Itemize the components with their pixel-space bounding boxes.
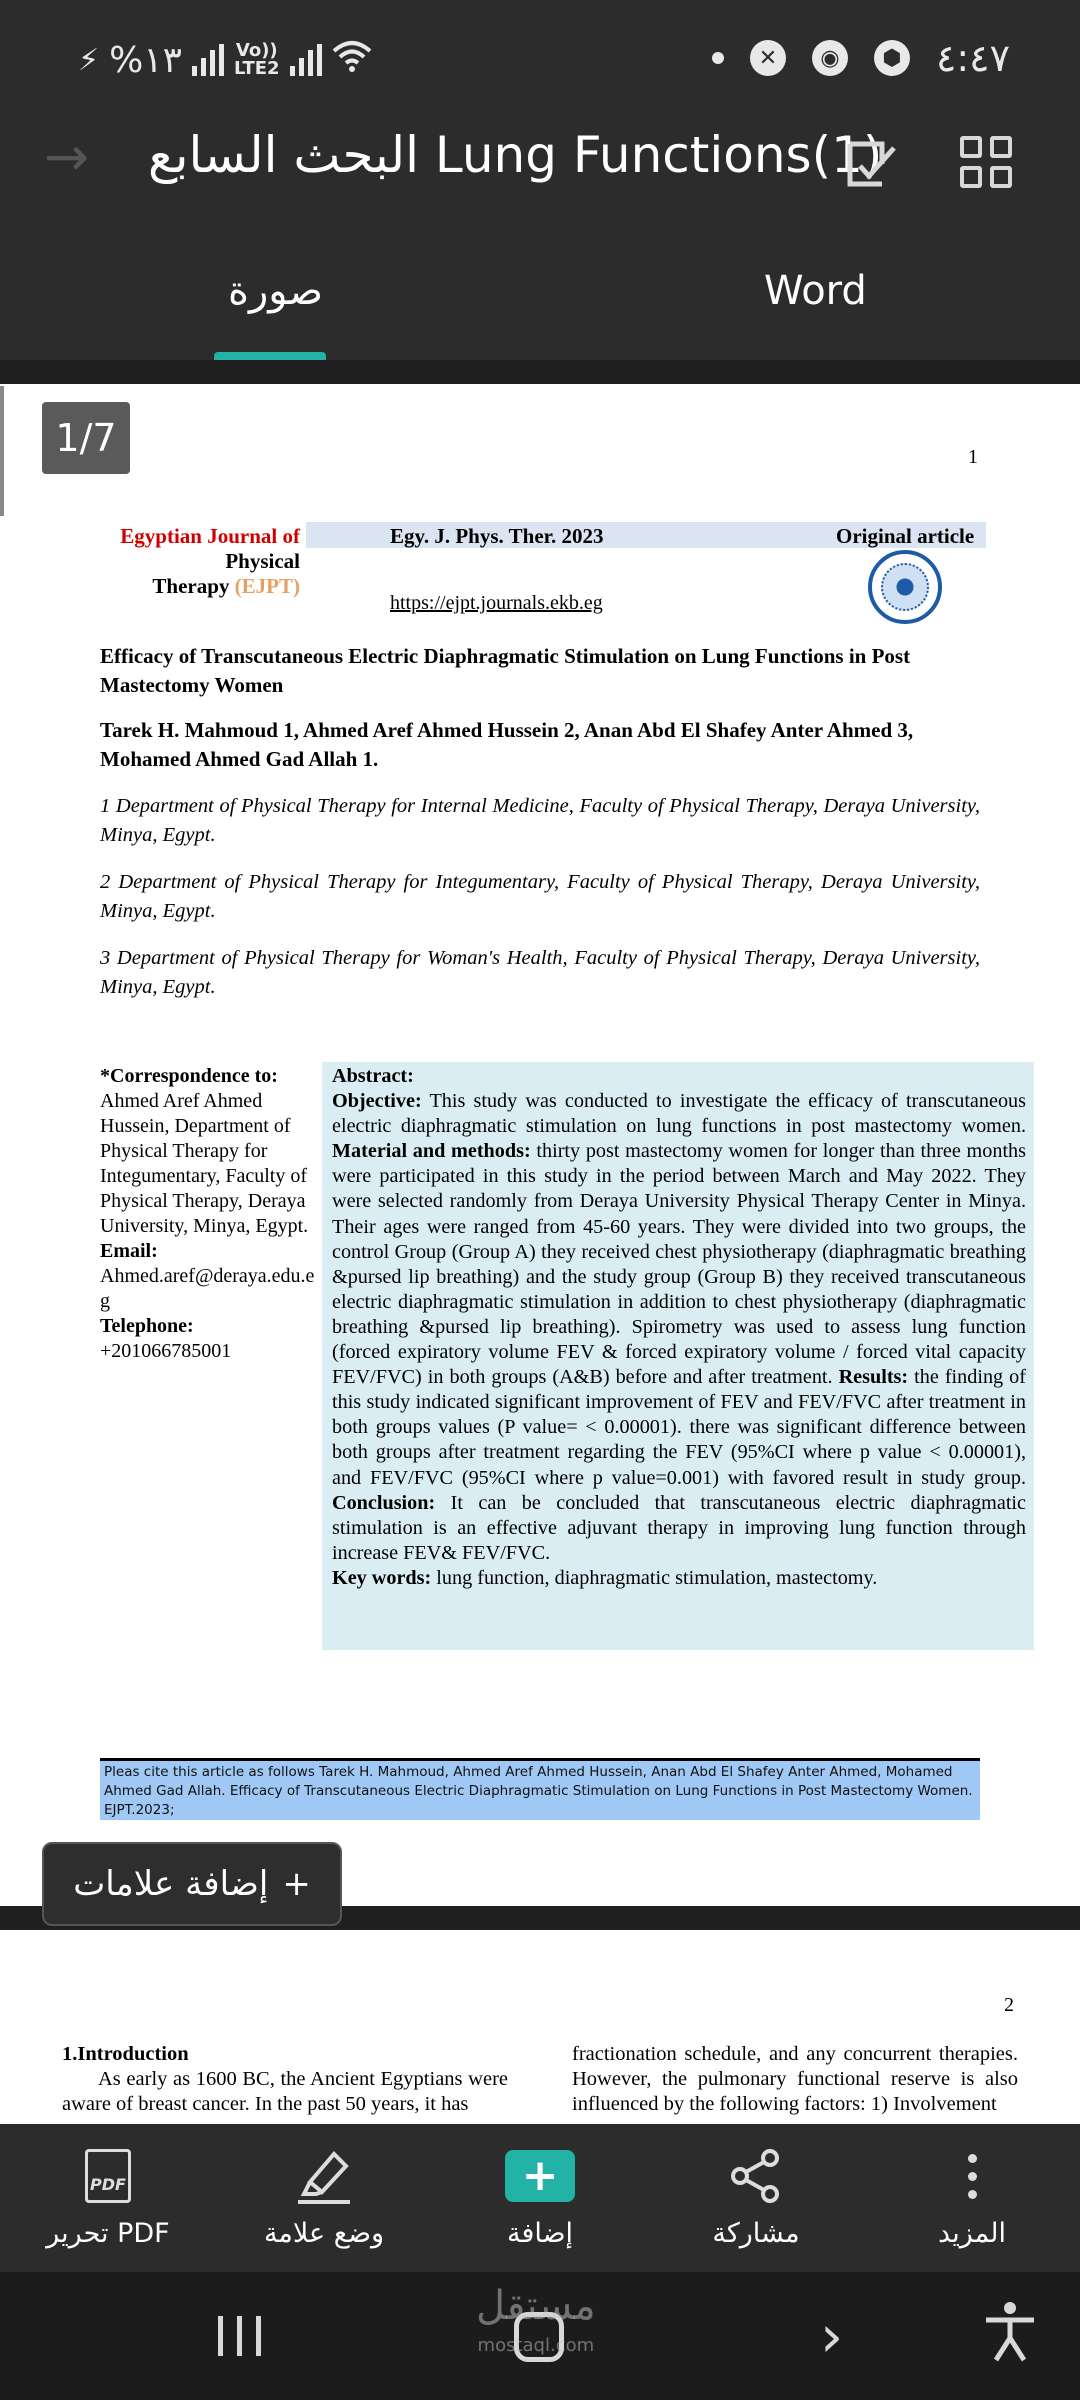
add-bookmark-label: إضافة علامات xyxy=(73,1864,269,1904)
share-label: مشاركة xyxy=(712,2218,800,2249)
bottom-toolbar xyxy=(0,2124,1080,2272)
keywords-text: lung function, diaphragmatic stimulation, mastectomy. xyxy=(431,1566,878,1589)
conclusion-text: It can be concluded that transcutaneous electric diaphragmatic stimulation is an effective adjuvant therapy in improving lung function through increase FEV& FEV/FVC. xyxy=(332,1491,1026,1564)
volte-label: Vo)) xyxy=(235,40,278,61)
results-text: the finding of this study indicated significant improvement of FEV and FEV/FVC after treatment in both groups values (P value= < 0.00001). there was significant difference between both groups after treatment regarding the FEV (95%CI where p value < 0.00001), and FEV/FVC (95%CI where p value=0.001) with favored result in study group. xyxy=(332,1366,1026,1489)
document-page-2[interactable] xyxy=(0,1930,1080,2130)
telephone-label: Telephone: xyxy=(100,1315,194,1337)
recents-icon[interactable] xyxy=(218,2316,261,2356)
journal-logo-icon xyxy=(868,550,942,624)
document-title: البحث السابع Lung Functions(1) xyxy=(148,126,883,184)
charging-battery-icon: ⚡ xyxy=(78,42,100,78)
affiliation-3: 3 Department of Physical Therapy for Woman's Health, Faculty of Physical Therapy, Deraya University, Minya, Egypt. xyxy=(100,947,980,998)
edit-pdf-button[interactable] xyxy=(0,2144,216,2249)
methods-text: thirty post mastectomy women for longer than three months were participated in this study in the period between March and May 2022. They were selected randomly from Deraya University Physical Therapy Center in Minya. Their ages were ranged from 45-60 years. They were divided into two groups, the control Group (Group A) they received chest physiotherapy (diaphragmatic breathing &pursed lip breathing) and the study group (Group B) they received transcutaneous electric diaphragmatic stimulation in addition to chest physiotherapy (diaphragmatic breathing &pursed lip breathing). Spirometry was used to assess lung function (forced expiratory volume FEV & forced expiratory volume / forced vital capacity FEV/FVC) in both groups (A&B) before and after treatment. xyxy=(332,1140,1027,1389)
plus-icon: + xyxy=(282,1864,311,1904)
status-bar xyxy=(0,0,1080,120)
clock: ٤:٤٧ xyxy=(935,36,1010,80)
share-icon xyxy=(728,2148,784,2204)
affiliation-2: 2 Department of Physical Therapy for Integumentary, Faculty of Physical Therapy, Deraya University, Minya, Egypt. xyxy=(100,871,980,922)
correspondence-label: *Correspondence to: xyxy=(100,1065,278,1087)
page2-right-column: fractionation schedule, and any concurrent therapies. However, the pulmonary functional reserve is also influenced by the following factors: 1) Involvement xyxy=(572,2043,1018,2115)
email-label: Email: xyxy=(100,1240,158,1262)
status-left xyxy=(78,38,372,82)
status-right xyxy=(712,36,1010,80)
signal-icon-2 xyxy=(290,44,322,76)
highlight-button[interactable] xyxy=(216,2144,432,2249)
journal-name-physical: Physical xyxy=(225,549,300,573)
keywords-label: Key words: xyxy=(332,1566,432,1589)
document-page-1[interactable] xyxy=(0,384,1080,1906)
battery-percent: %١٣ xyxy=(109,39,182,81)
citation-box: Pleas cite this article as follows Tarek H. Mahmoud, Ahmed Aref Ahmed Hussein, Anan Abd El Shafey Anter Ahmed, Mohamed Ahmed Gad Allah. Efficacy of Transcutaneous Electric Diaphragmatic Stimulation on Lung Functions in Post Mastectomy Women. EJPT.2023; xyxy=(100,1758,980,1820)
conclusion-label: Conclusion: xyxy=(332,1491,436,1514)
affiliation-1: 1 Department of Physical Therapy for Internal Medicine, Faculty of Physical Therapy, Deraya University, Minya, Egypt. xyxy=(100,795,980,846)
journal-short: Egy. J. Phys. Ther. 2023 xyxy=(390,524,604,548)
results-label: Results: xyxy=(838,1366,909,1389)
add-label: إضافة xyxy=(506,2218,574,2249)
highlighter-icon xyxy=(292,2146,356,2206)
telephone-value: +201066785001 xyxy=(100,1340,232,1362)
page-number: 1 xyxy=(968,446,978,468)
view-tabs xyxy=(0,250,1080,360)
grid-view-icon[interactable] xyxy=(960,136,1012,188)
watermark-text: مستقل xyxy=(476,2283,596,2329)
pdf-edit-icon: PDF xyxy=(85,2149,131,2203)
article-title: Efficacy of Transcutaneous Electric Diaphragmatic Stimulation on Lung Functions in Post Mastectomy Women xyxy=(100,644,911,697)
edit-check-icon[interactable] xyxy=(842,134,900,192)
signal-icon xyxy=(192,44,224,76)
journal-name xyxy=(100,524,300,599)
share-button[interactable] xyxy=(648,2144,864,2249)
soccer-ball-icon: ⬢ xyxy=(874,40,910,76)
more-label: المزيد xyxy=(938,2218,1006,2249)
page-number-2: 2 xyxy=(1004,1994,1014,2016)
notification-dot-icon xyxy=(712,52,724,64)
objective-label: Objective: xyxy=(332,1090,422,1113)
network-type xyxy=(234,42,280,78)
journal-name-therapy: Therapy xyxy=(152,574,230,598)
methods-label: Material and methods: xyxy=(332,1140,531,1163)
more-button[interactable] xyxy=(864,2144,1080,2249)
journal-abbr: (EJPT) xyxy=(234,574,300,598)
watermark-sub: mostaql.com xyxy=(477,2335,595,2356)
page-edge-handle xyxy=(0,386,4,516)
system-nav-bar xyxy=(0,2272,1080,2400)
correspondence-block xyxy=(100,1064,316,1364)
tab-word[interactable]: Word xyxy=(764,268,867,314)
highlight-label: وضع علامة xyxy=(263,2218,385,2249)
intro-text: As early as 1600 BC, the Ancient Egyptians were aware of breast cancer. In the past 50 years, it has xyxy=(62,2068,508,2115)
abstract-box xyxy=(322,1062,1034,1650)
accessibility-icon[interactable] xyxy=(980,2300,1040,2364)
edit-pdf-label: تحرير PDF xyxy=(46,2218,170,2249)
email-value: Ahmed.aref@deraya.edu.eg xyxy=(100,1265,315,1312)
tab-image[interactable]: صورة xyxy=(228,268,323,314)
plus-icon: + xyxy=(505,2150,575,2202)
page-counter: 1/7 xyxy=(42,402,130,474)
objective-text: This study was conducted to investigate the efficacy of transcutaneous electric diaphragmatic stimulation on lung functions in post mastectomy women. xyxy=(332,1090,1026,1138)
article-type: Original article xyxy=(836,524,975,548)
chrome-icon: ◉ xyxy=(812,40,848,76)
shield-icon: ✕ xyxy=(750,40,786,76)
back-chevron-icon[interactable]: › xyxy=(820,2302,844,2370)
add-button[interactable] xyxy=(432,2144,648,2249)
journal-url[interactable]: https://ejpt.journals.ekb.eg xyxy=(390,592,603,614)
add-bookmark-button[interactable] xyxy=(42,1842,342,1926)
abstract-label: Abstract: xyxy=(332,1065,414,1087)
active-tab-indicator xyxy=(214,352,326,360)
correspondence-text: Ahmed Aref Ahmed Hussein, Department of Physical Therapy for Integumentary, Faculty of Physical Therapy, Deraya University, Minya, Egypt. xyxy=(100,1090,309,1237)
page2-left-column xyxy=(62,2042,508,2117)
intro-heading: 1.Introduction xyxy=(62,2043,189,2065)
article-authors: Tarek H. Mahmoud 1, Ahmed Aref Ahmed Hussein 2, Anan Abd El Shafey Anter Ahmed 3, Mohamed Ahmed Gad Allah 1. xyxy=(100,718,914,771)
journal-name-red: Egyptian Journal of xyxy=(120,524,300,548)
wifi-icon xyxy=(332,39,372,82)
lte-label: LTE2 xyxy=(233,58,280,79)
watermark xyxy=(476,2283,596,2366)
more-vertical-icon xyxy=(968,2154,977,2199)
back-arrow-icon[interactable]: → xyxy=(44,125,90,188)
